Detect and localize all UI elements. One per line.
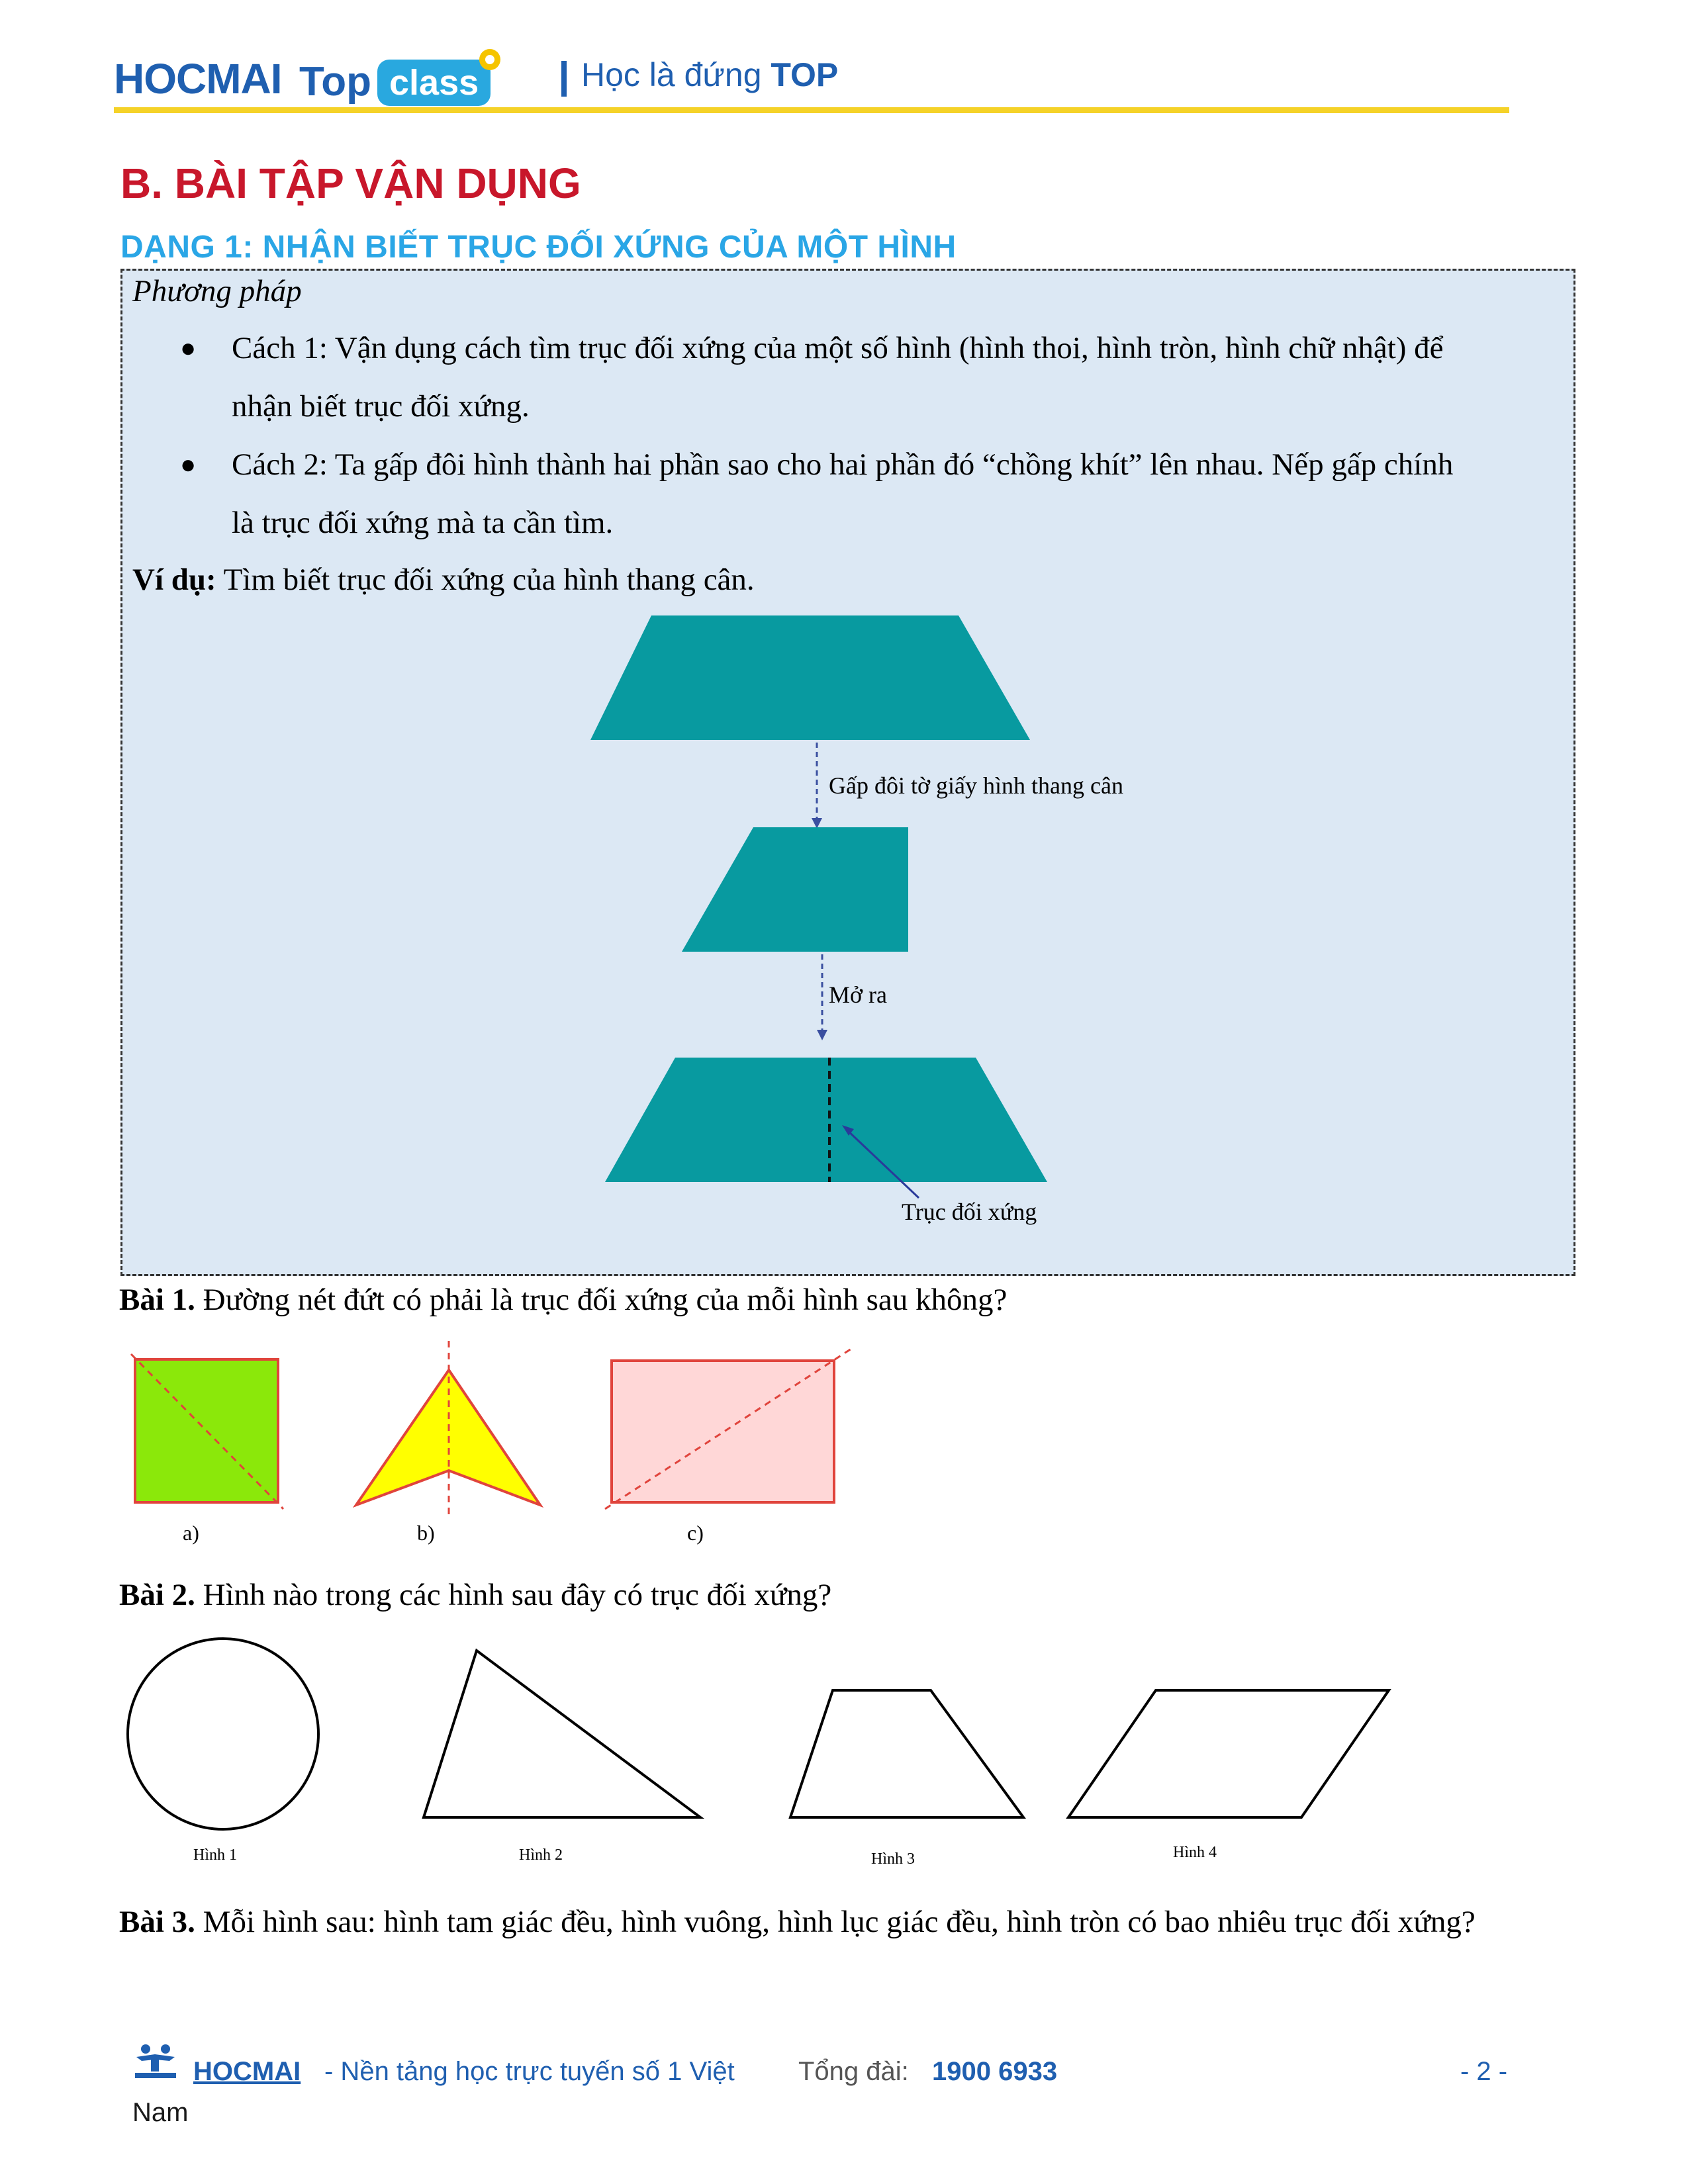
bullet-dot: ●	[180, 333, 197, 363]
figure-label-hinh-3: Hình 3	[871, 1850, 915, 1868]
exercise-2: Bài 2. Hình nào trong các hình sau đây có trục đối xứng?	[119, 1578, 832, 1612]
figure-label-b: b)	[417, 1521, 435, 1545]
parallelogram-shape	[1068, 1690, 1389, 1817]
page-number: - 2 -	[1460, 2057, 1508, 2086]
hocmai-footer-icon	[132, 2042, 179, 2079]
exercise-1: Bài 1. Đường nét đứt có phải là trục đối xứng của mỗi hình sau không?	[119, 1283, 1008, 1317]
footer-brand-link[interactable]: HOCMAI	[193, 2057, 301, 2086]
figure-label-hinh-2: Hình 2	[519, 1846, 563, 1864]
circle-shape	[128, 1639, 318, 1829]
figure-label-c: c)	[687, 1521, 704, 1545]
slogan: Học là đứng TOP	[581, 56, 839, 93]
open-label: Mở ra	[829, 981, 888, 1008]
logo-class-badge: class	[377, 60, 491, 106]
fold-label: Gấp đôi tờ giấy hình thang cân	[829, 772, 1123, 799]
footer-hotline-number: 1900 6933	[932, 2057, 1058, 2086]
footer-hotline-label: Tổng đài:	[798, 2057, 909, 2086]
section-subtitle: DẠNG 1: NHẬN BIẾT TRỤC ĐỐI XỨNG CỦA MỘT HÌNH	[120, 230, 957, 265]
figure-label-hinh-4: Hình 4	[1173, 1844, 1217, 1861]
footer-tagline: - Nền tảng học trực tuyến số 1 Việt	[324, 2057, 735, 2086]
method-heading: Phương pháp	[132, 274, 302, 308]
figure-label-a: a)	[183, 1521, 199, 1545]
bullet-dot: ●	[180, 449, 197, 479]
footer-tagline-wrap: Nam	[132, 2098, 189, 2127]
section-title: B. BÀI TẬP VẬN DỤNG	[120, 159, 581, 207]
figure-label-hinh-1: Hình 1	[193, 1846, 237, 1864]
bullet-1-line2: nhận biết trục đối xứng.	[232, 389, 530, 424]
bullet-2-line2: là trục đối xứng mà ta cần tìm.	[232, 506, 614, 540]
logo-top-text: Top	[299, 59, 372, 105]
hocmai-logo-text: HOCMAI	[114, 55, 282, 103]
bullet-2-line1: Cách 2: Ta gấp đôi hình thành hai phần sao cho hai phần đó “chồng khít” lên nhau. Nếp gấp chính	[232, 447, 1454, 482]
triangle-shape	[424, 1651, 700, 1817]
axis-label: Trục đối xứng	[902, 1199, 1037, 1225]
bullet-1-line1: Cách 1: Vận dụng cách tìm trục đối xứng của một số hình (hình thoi, hình tròn, hình chữ nhật) để	[232, 331, 1444, 365]
example: Ví dụ: Tìm biết trục đối xứng của hình thang cân.	[132, 563, 755, 597]
trapezoid-shape	[790, 1690, 1023, 1817]
exercise-3: Bài 3. Mỗi hình sau: hình tam giác đều, hình vuông, hình lục giác đều, hình tròn có bao nhiêu trục đối xứng?	[119, 1905, 1476, 1939]
